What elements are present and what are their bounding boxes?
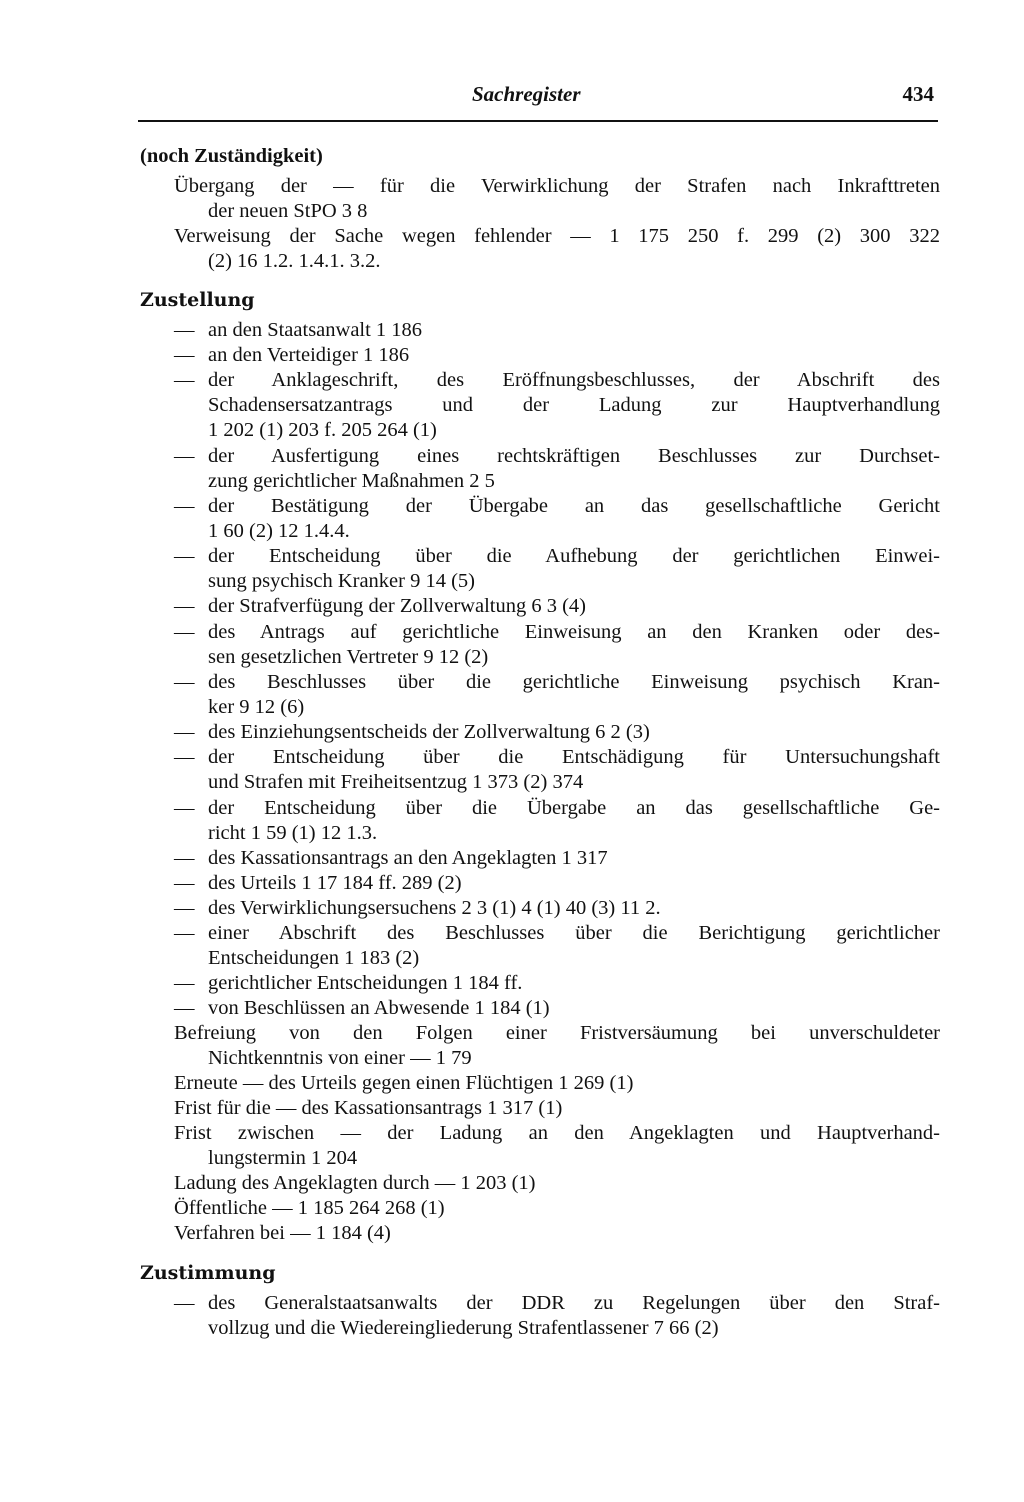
sub-entry: der Ausfertigung eines rechtskräftigen Beschlusses zur Durchset- [208, 445, 940, 467]
index-entry: Übergang der — für die Verwirklichung der Strafen nach Inkrafttreten [174, 175, 940, 197]
sub-entry: des Urteils 1 17 184 ff. 289 (2) [208, 872, 462, 894]
dash-marker: — [174, 797, 195, 819]
sub-entry-continuation: vollzug und die Wiedereingliederung Strafentlassener 7 66 (2) [208, 1317, 719, 1339]
sub-entry: des Verwirklichungsersuchens 2 3 (1) 4 (1) 40 (3) 11 2. [208, 897, 661, 919]
sub-entry-continuation: Entscheidungen 1 183 (2) [208, 947, 420, 969]
sub-entry-continuation: und Strafen mit Freiheitsentzug 1 373 (2) 374 [208, 771, 584, 793]
sub-entry-continuation: 1 202 (1) 203 f. 205 264 (1) [208, 419, 437, 441]
sub-entry: des Antrags auf gerichtliche Einweisung an den Kranken oder des- [208, 621, 940, 643]
sub-entry: an den Staatsanwalt 1 186 [208, 319, 423, 341]
index-entry: Frist für die — des Kassationsantrags 1 317 (1) [174, 1097, 563, 1119]
dash-marker: — [174, 746, 195, 768]
running-title: Sachregister [472, 82, 581, 106]
sub-entry-continuation: Schadensersatzantrags und der Ladung zur Hauptverhandlung [208, 394, 940, 416]
index-entry: Befreiung von den Folgen einer Fristversäumung bei unverschuldeter [174, 1022, 940, 1044]
dash-marker: — [174, 369, 195, 391]
dash-marker: — [174, 545, 195, 567]
index-heading-zustimmung: Zustimmung [140, 1262, 276, 1284]
sub-entry: der Entscheidung über die Aufhebung der gerichtlichen Einwei- [208, 545, 940, 567]
page-header [138, 80, 938, 122]
dash-marker: — [174, 847, 195, 869]
index-entry: Verfahren bei — 1 184 (4) [174, 1222, 391, 1244]
dash-marker: — [174, 445, 195, 467]
dash-marker: — [174, 319, 195, 341]
sub-entry-continuation: richt 1 59 (1) 12 1.3. [208, 822, 378, 844]
index-entry: Erneute — des Urteils gegen einen Flüchtigen 1 269 (1) [174, 1072, 634, 1094]
sub-entry-continuation: sung psychisch Kranker 9 14 (5) [208, 570, 476, 592]
sub-entry-continuation: sen gesetzlichen Vertreter 9 12 (2) [208, 646, 489, 668]
continuation-heading: (noch Zuständigkeit) [140, 145, 323, 167]
dash-marker: — [174, 344, 195, 366]
dash-marker: — [174, 495, 195, 517]
dash-marker: — [174, 922, 195, 944]
sub-entry: des Kassationsantrags an den Angeklagten 1 317 [208, 847, 608, 869]
sub-entry: der Entscheidung über die Übergabe an das gesellschaftliche Ge- [208, 797, 940, 819]
sub-entry: des Einziehungsentscheids der Zollverwaltung 6 2 (3) [208, 721, 650, 743]
dash-marker: — [174, 972, 195, 994]
sub-entry: des Beschlusses über die gerichtliche Einweisung psychisch Kran- [208, 671, 940, 693]
index-entry: Ladung des Angeklagten durch — 1 203 (1) [174, 1172, 536, 1194]
sub-entry: der Entscheidung über die Entschädigung für Untersuchungshaft [208, 746, 940, 768]
dash-marker: — [174, 872, 195, 894]
sub-entry: der Strafverfügung der Zollverwaltung 6 3 (4) [208, 595, 586, 617]
index-entry-continuation: Nichtkenntnis von einer — 1 79 [208, 1047, 472, 1069]
index-entry-continuation: (2) 16 1.2. 1.4.1. 3.2. [208, 250, 381, 272]
sub-entry: gerichtlicher Entscheidungen 1 184 ff. [208, 972, 523, 994]
dash-marker: — [174, 595, 195, 617]
index-heading-zustellung: Zustellung [140, 289, 255, 311]
dash-marker: — [174, 671, 195, 693]
dash-marker: — [174, 621, 195, 643]
sub-entry: der Anklageschrift, des Eröffnungsbeschlusses, der Abschrift des [208, 369, 940, 391]
index-entry-continuation: lungstermin 1 204 [208, 1147, 358, 1169]
sub-entry: an den Verteidiger 1 186 [208, 344, 410, 366]
sub-entry: der Bestätigung der Übergabe an das gesellschaftliche Gericht [208, 495, 940, 517]
index-entry: Frist zwischen — der Ladung an den Angeklagten und Hauptverhand- [174, 1122, 940, 1144]
index-entry: Öffentliche — 1 185 264 268 (1) [174, 1197, 445, 1219]
index-entry: Verweisung der Sache wegen fehlender — 1 175 250 f. 299 (2) 300 322 [174, 225, 940, 247]
dash-marker: — [174, 897, 195, 919]
sub-entry-continuation: zung gerichtlicher Maßnahmen 2 5 [208, 470, 495, 492]
sub-entry: des Generalstaatsanwalts der DDR zu Regelungen über den Straf- [208, 1292, 940, 1314]
index-entry-continuation: der neuen StPO 3 8 [208, 200, 368, 222]
sub-entry-continuation: ker 9 12 (6) [208, 696, 305, 718]
dash-marker: — [174, 721, 195, 743]
dash-marker: — [174, 997, 195, 1019]
dash-marker: — [174, 1292, 195, 1314]
page-number: 434 [902, 82, 934, 106]
sub-entry-continuation: 1 60 (2) 12 1.4.4. [208, 520, 350, 542]
sub-entry: von Beschlüssen an Abwesende 1 184 (1) [208, 997, 550, 1019]
sub-entry: einer Abschrift des Beschlusses über die Berichtigung gerichtlicher [208, 922, 940, 944]
